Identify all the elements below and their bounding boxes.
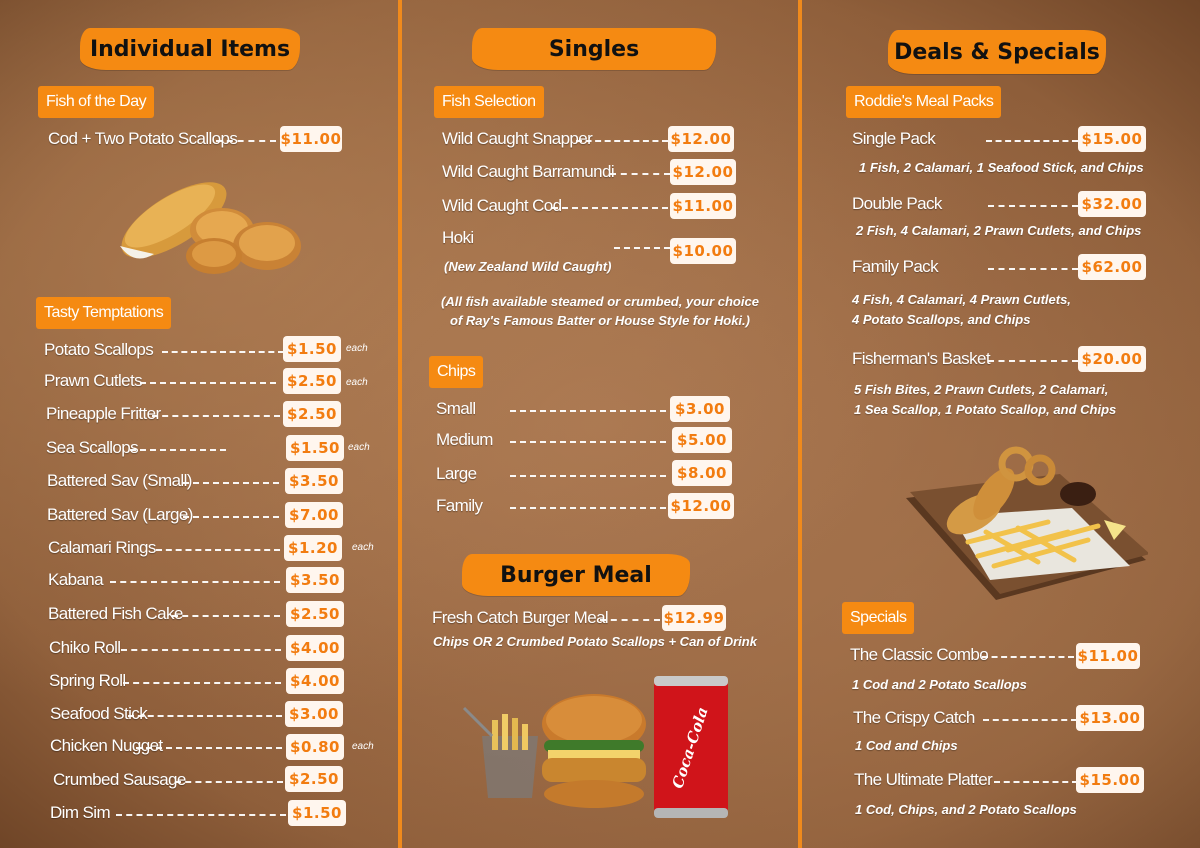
- section-header-deals-and-specials: Deals & Specials: [888, 30, 1106, 74]
- menu-item: [850, 642, 1080, 668]
- item-name: Small: [436, 399, 476, 418]
- dotted-leader: [988, 268, 1078, 270]
- menu-item: [852, 346, 1082, 372]
- item-name: Wild Caught Snapper: [442, 129, 593, 148]
- menu-item: [47, 468, 287, 494]
- menu-item: [432, 605, 668, 631]
- item-name: Calamari Rings: [48, 538, 156, 557]
- item-name: Seafood Stick: [50, 704, 148, 723]
- menu-item: [50, 800, 290, 826]
- price-badge: $5.00: [672, 427, 732, 453]
- item-name: The Ultimate Platter: [854, 770, 993, 789]
- price-badge: $62.00: [1078, 254, 1146, 280]
- dotted-leader: [152, 415, 280, 417]
- item-name: Dim Sim: [50, 803, 111, 822]
- price-badge: $15.00: [1078, 126, 1146, 152]
- item-description: 2 Fish, 4 Calamari, 2 Prawn Cutlets, and Chips: [856, 223, 1142, 238]
- dotted-leader: [183, 516, 279, 518]
- price-badge: $12.00: [668, 493, 734, 519]
- item-description-line: 4 Fish, 4 Calamari, 4 Prawn Cutlets,: [852, 292, 1071, 307]
- price-badge: $13.00: [1076, 705, 1144, 731]
- fish-note: [412, 292, 788, 330]
- item-description-line: 5 Fish Bites, 2 Prawn Cutlets, 2 Calamari,: [854, 382, 1109, 397]
- menu-item: [436, 396, 672, 422]
- price-badge: $2.50: [283, 401, 341, 427]
- individual-items-column: [0, 0, 398, 848]
- fish-note-line: of Ray's Famous Batter or House Style for Hoki.): [450, 313, 750, 328]
- price-badge: $2.50: [285, 766, 343, 792]
- dotted-leader: [172, 615, 280, 617]
- item-name: Wild Caught Cod: [442, 196, 562, 215]
- dotted-leader: [216, 140, 276, 142]
- item-name: Fresh Catch Burger Meal: [432, 608, 609, 627]
- dotted-leader: [110, 581, 280, 583]
- item-name: Double Pack: [852, 194, 942, 213]
- item-name: Battered Sav (Small): [47, 471, 192, 490]
- dotted-leader: [510, 507, 666, 509]
- price-badge: $3.00: [670, 396, 730, 422]
- menu-item: [436, 493, 672, 519]
- each-label: each: [352, 741, 374, 752]
- dotted-leader: [988, 205, 1078, 207]
- dotted-leader: [121, 649, 281, 651]
- price-badge: $2.50: [283, 368, 341, 394]
- menu-item: [442, 159, 672, 185]
- dotted-leader: [600, 619, 660, 621]
- menu-item: [48, 601, 288, 627]
- item-description: 1 Fish, 2 Calamari, 1 Seafood Stick, and Chips: [859, 160, 1144, 175]
- dotted-leader: [983, 719, 1077, 721]
- price-badge: $12.00: [668, 126, 734, 152]
- menu-item: [436, 461, 672, 487]
- item-description: [854, 380, 1116, 420]
- menu-item: [852, 254, 1082, 280]
- section-header-individual-items: Individual Items: [80, 28, 300, 70]
- dotted-leader: [994, 781, 1078, 783]
- price-badge: $3.50: [285, 468, 343, 494]
- price-badge: $2.50: [286, 601, 344, 627]
- menu-item: [436, 427, 672, 453]
- price-badge: $20.00: [1078, 346, 1146, 372]
- dotted-leader: [162, 351, 284, 353]
- singles-column: [402, 0, 798, 848]
- item-name: Kabana: [48, 570, 104, 589]
- menu-item: [852, 191, 1082, 217]
- burger-fries-and-cola-image: [458, 668, 738, 828]
- item-description: [852, 290, 1071, 330]
- item-description: 1 Cod and Chips: [855, 738, 958, 753]
- item-name: Hoki: [442, 228, 474, 247]
- price-badge: $12.00: [670, 159, 736, 185]
- menu-item: [44, 368, 284, 394]
- price-badge: $1.50: [288, 800, 346, 826]
- each-label: each: [352, 542, 374, 553]
- price-badge: $32.00: [1078, 191, 1146, 217]
- dotted-leader: [510, 410, 666, 412]
- price-badge: $4.00: [286, 635, 344, 661]
- item-name: Sea Scallops: [46, 438, 139, 457]
- item-name: Potato Scallops: [44, 340, 154, 359]
- price-badge: $10.00: [670, 238, 736, 264]
- subsection-tag-fish-of-the-day: Fish of the Day: [38, 86, 154, 118]
- dotted-leader: [175, 781, 283, 783]
- menu-item: [854, 767, 1084, 793]
- menu-item: [852, 126, 1082, 152]
- price-badge: $3.00: [285, 701, 343, 727]
- dotted-leader: [982, 656, 1074, 658]
- subsection-tag-chips: Chips: [429, 356, 483, 388]
- price-badge: $1.50: [283, 336, 341, 362]
- price-badge: $4.00: [286, 668, 344, 694]
- item-name: The Classic Combo: [850, 645, 989, 664]
- item-description-line: 4 Potato Scallops, and Chips: [852, 312, 1031, 327]
- menu-item: [47, 502, 287, 528]
- item-name: Wild Caught Barramundi: [442, 162, 614, 181]
- menu-item: [48, 567, 288, 593]
- item-description-line: 1 Sea Scallop, 1 Potato Scallop, and Chips: [854, 402, 1117, 417]
- dotted-leader: [614, 247, 670, 249]
- dotted-leader: [183, 482, 279, 484]
- item-name: Chiko Roll: [49, 638, 121, 657]
- section-header-singles: Singles: [472, 28, 716, 70]
- item-name: Family: [436, 496, 483, 515]
- item-description: 1 Cod, Chips, and 2 Potato Scallops: [855, 802, 1077, 817]
- each-label: each: [348, 442, 370, 453]
- menu-item: [50, 733, 290, 759]
- item-name: Pineapple Fritter: [46, 404, 161, 423]
- cola-can-text: Coca-Cola: [668, 704, 712, 791]
- price-badge: $7.00: [285, 502, 343, 528]
- menu-item: [442, 126, 672, 152]
- subsection-tag-tasty-temptations: Tasty Temptations: [36, 297, 171, 329]
- price-badge: $1.50: [286, 435, 344, 461]
- menu-item: [49, 668, 289, 694]
- dotted-leader: [140, 382, 276, 384]
- each-label: each: [346, 377, 368, 388]
- item-name: Large: [436, 464, 477, 483]
- dotted-leader: [510, 475, 666, 477]
- price-badge: $8.00: [672, 460, 732, 486]
- item-name: Prawn Cutlets: [44, 371, 143, 390]
- item-name: Battered Sav (Large): [47, 505, 193, 524]
- section-header-burger-meal: Burger Meal: [462, 554, 690, 596]
- dotted-leader: [128, 715, 282, 717]
- fish-note-line: (All fish available steamed or crumbed, your choice: [441, 294, 759, 309]
- item-name: Spring Roll: [49, 671, 126, 690]
- menu-item: [442, 193, 672, 219]
- dotted-leader: [156, 549, 280, 551]
- price-badge: $3.50: [286, 567, 344, 593]
- menu-item: [48, 535, 288, 561]
- menu-item: [50, 701, 290, 727]
- item-description: 1 Cod and 2 Potato Scallops: [852, 677, 1027, 692]
- subsection-tag-specials: Specials: [842, 602, 914, 634]
- menu-item: [853, 705, 1083, 731]
- price-badge: $11.00: [280, 126, 342, 152]
- dotted-leader: [123, 682, 281, 684]
- price-badge: $15.00: [1076, 767, 1144, 793]
- item-name: The Crispy Catch: [853, 708, 975, 727]
- menu-item: [442, 225, 672, 251]
- dotted-leader: [510, 441, 666, 443]
- price-badge: $11.00: [1076, 643, 1140, 669]
- menu-item: [44, 337, 284, 363]
- price-badge: $1.20: [284, 535, 342, 561]
- price-badge: $11.00: [670, 193, 736, 219]
- dotted-leader: [130, 449, 226, 451]
- menu-item: [53, 767, 293, 793]
- item-name: Fisherman's Basket: [852, 349, 990, 368]
- fish-and-potato-scallops-image: [92, 168, 312, 280]
- dotted-leader: [552, 207, 668, 209]
- dotted-leader: [116, 814, 286, 816]
- dotted-leader: [610, 173, 670, 175]
- item-name: Chicken Nugget: [50, 736, 163, 755]
- item-description: Chips OR 2 Crumbed Potato Scallops + Can of Drink: [433, 634, 757, 649]
- seafood-platter-image: [898, 432, 1148, 608]
- item-name: Cod + Two Potato Scallops: [48, 129, 238, 148]
- price-badge: $0.80: [286, 734, 344, 760]
- item-name: Crumbed Sausage: [53, 770, 186, 789]
- menu-item: [49, 635, 289, 661]
- item-subtitle: (New Zealand Wild Caught): [444, 259, 612, 274]
- subsection-tag-fish-selection: Fish Selection: [434, 86, 544, 118]
- dotted-leader: [576, 140, 668, 142]
- deals-and-specials-column: [802, 0, 1200, 848]
- item-name: Family Pack: [852, 257, 938, 276]
- item-name: Battered Fish Cake: [48, 604, 183, 623]
- menu-item: [46, 401, 286, 427]
- each-label: each: [346, 343, 368, 354]
- dotted-leader: [986, 140, 1078, 142]
- price-badge: $12.99: [662, 605, 726, 631]
- item-name: Single Pack: [852, 129, 936, 148]
- item-name: Medium: [436, 430, 493, 449]
- dotted-leader: [988, 360, 1078, 362]
- subsection-tag-meal-packs: Roddie's Meal Packs: [846, 86, 1001, 118]
- dotted-leader: [136, 747, 282, 749]
- menu-item: [46, 435, 286, 461]
